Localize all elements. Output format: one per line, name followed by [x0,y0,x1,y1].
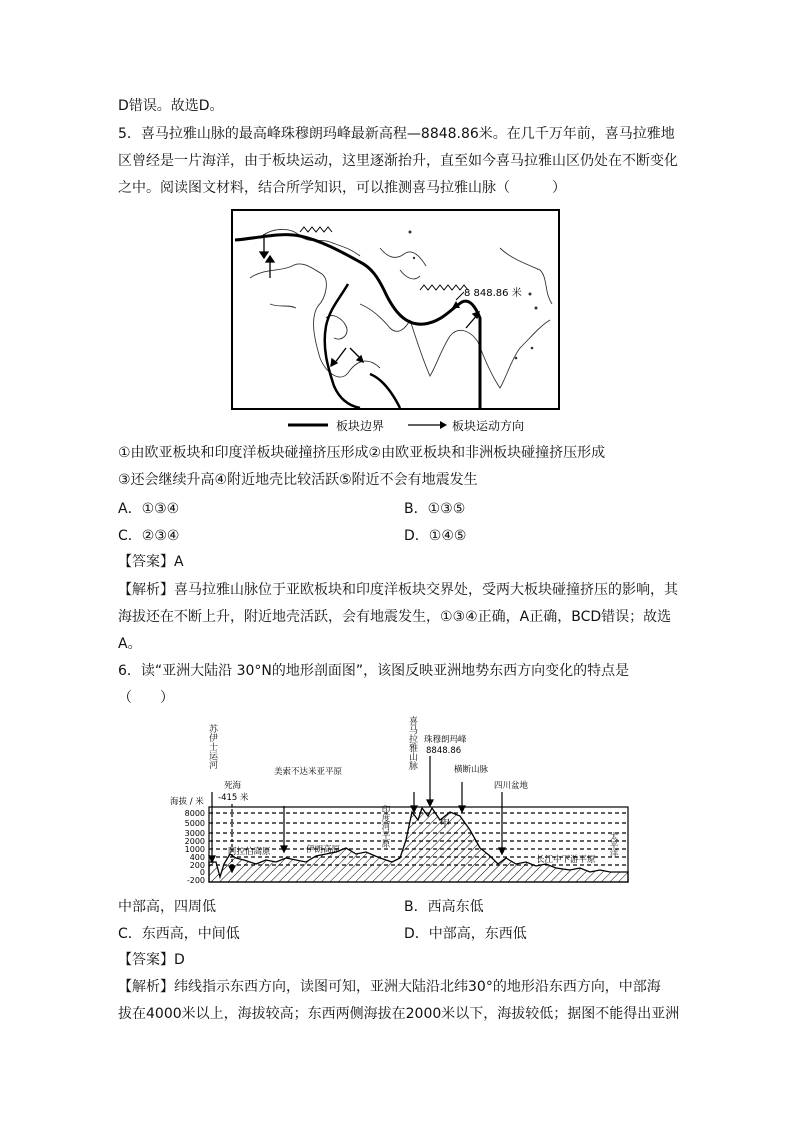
plate-boundary-map [230,208,562,438]
y-tick-200: 200 [189,861,205,870]
pacific-label: 太平洋 [608,832,618,858]
y-tick-neg200: -200 [186,876,205,885]
terrain-profile-figure [160,712,635,887]
option-b[interactable]: B．①③⑤ [404,501,466,517]
dead-sea-label: 死海 [224,781,242,791]
question-5-stem-line2: 区曾经是一片海洋，由于板块运动，这里逐渐抬升，直至如今喜马拉雅山区仍处在不断变化 [118,153,678,169]
question-5-analysis-line2: 海拔还在不断上升，附近地壳活跃，会有地震发生，①③④正确，A正确，BCD错误；故选 [118,609,672,625]
mesopotamia-text: 美索不达米亚平原 [274,767,343,777]
option-c[interactable]: C．②③④ [118,528,180,544]
indus-plain-label: 印度河平原 [380,805,390,848]
question-6-stem-line2: （ ） [118,690,174,706]
legend-boundary-label: 板块边界 [336,419,385,433]
y-tick-0: 0 [199,868,205,877]
y-axis-title: 海拔 / 米 [170,797,204,807]
question-6-answer: 【答案】D [118,952,185,968]
question-5-statements-2: ③还会继续升高④附近地壳比较活跃⑤附近不会有地震发生 [118,472,478,488]
hengduan-label: 横断山脉 [454,765,489,775]
question-5-stem-line1: 5．喜马拉雅山脉的最高峰珠穆朗玛峰最新高程—8848.86米。在几千万年前，喜马拉雅地 [118,126,675,142]
question-5-answer: 【答案】A [118,554,184,570]
y-tick-5000: 5000 [184,819,205,828]
text-line: D错误。故选D。 [118,98,224,114]
everest-value: 8848.86 [426,746,462,756]
y-tick-2000: 2000 [184,837,205,846]
peak-height-label: 8 848.86 米 [464,288,522,299]
question-5-stem-line3: 之中。阅读图文材料，结合所学知识，可以推测喜马拉雅山脉（ ） [118,180,566,196]
option-d[interactable]: D．①④⑤ [404,528,467,544]
question-6-analysis-line1: 【解析】纬线指示东西方向，读图可知，亚洲大陆沿北纬30°的地形沿东西方向，中部海 [118,979,661,995]
y-tick-400: 400 [189,853,205,862]
question-5-analysis-line1: 【解析】喜马拉雅山脉位于亚欧板块和印度洋板块交界处，受两大板块碰撞挤压的影响，其 [118,582,678,598]
option-a[interactable]: A．①③④ [118,501,180,517]
arabian-plateau-label: 阿拉伯高原 [228,847,271,857]
himalaya-label: 喜马拉雅山脉 [407,716,417,770]
y-tick-3000: 3000 [184,829,205,838]
everest-label: 珠穆朗玛峰 [424,735,467,745]
iranian-plateau-label: 伊朗高原 [306,845,341,855]
option-a[interactable]: 中部高，四周低 [118,899,216,915]
question-5-analysis-line3: A。 [118,636,142,652]
option-c[interactable]: C．东西高，中间低 [118,926,240,942]
dead-sea-value: -415 米 [218,793,249,803]
y-tick-1000: 1000 [184,845,205,854]
legend-direction-label: 板块运动方向 [452,419,525,433]
jia-label: 甲 [440,819,450,830]
yangtze-plain-label: 长江中下游平原 [536,855,596,865]
option-d[interactable]: D．中部高，东西低 [404,926,527,942]
y-tick-8000: 8000 [184,809,205,818]
sichuan-basin-label: 四川盆地 [494,781,529,791]
question-6-stem-line1: 6．读“亚洲大陆沿 30°N的地形剖面图”，该图反映亚洲地势东西方向变化的特点是 [118,663,630,679]
option-b[interactable]: B．西高东低 [404,899,484,915]
question-6-analysis-line2: 拔在4000米以上，海拔较高；东西两侧海拔在2000米以下，海拔较低；据图不能得出亚洲 [118,1006,680,1022]
question-5-statements-1: ①由欧亚板块和印度洋板块碰撞挤压形成②由欧亚板块和非洲板块碰撞挤压形成 [118,445,606,461]
suez-canal-label: 苏伊士运河 [207,724,217,769]
